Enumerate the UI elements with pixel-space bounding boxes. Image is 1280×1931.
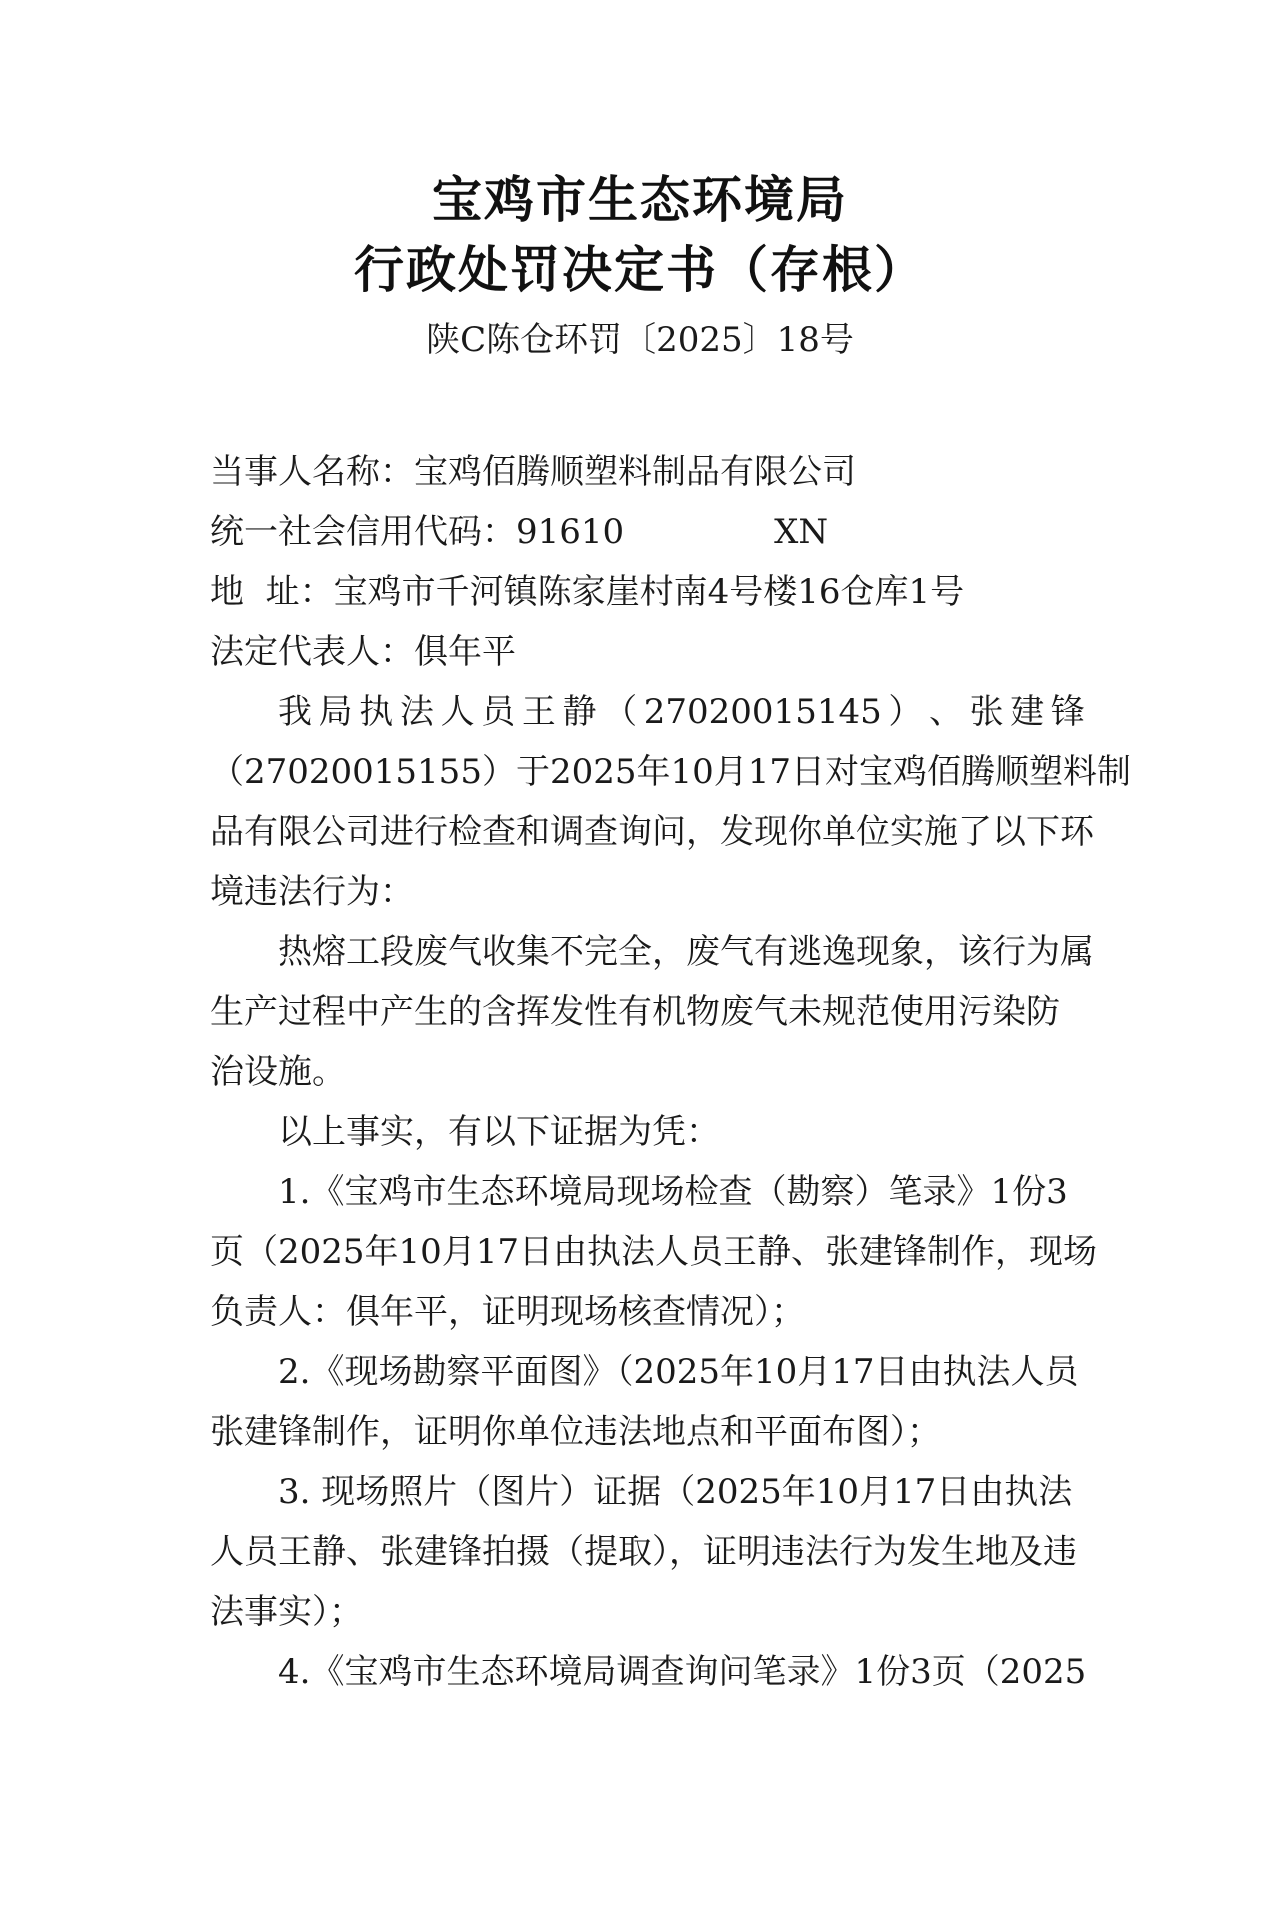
paragraph-1-line-2: （27020015155）于2025年10月17日对宝鸡佰腾顺塑料制 <box>210 752 1132 792</box>
paragraph-1-line-1 <box>278 682 1085 742</box>
legal-rep-value: 俱年平 <box>414 632 516 672</box>
paragraph-1-token: 锋 <box>1050 692 1085 732</box>
paragraph-1-token: 王 <box>521 692 556 732</box>
evidence-2-line-2: 张建锋制作，证明你单位违法地点和平面布图）； <box>210 1412 941 1452</box>
paragraph-2-line-1: 热熔工段废气收集不完全，废气有逃逸现象，该行为属 <box>278 932 1094 972</box>
paragraph-1-token: 建 <box>1010 692 1045 732</box>
credit-code-row <box>210 502 828 562</box>
paragraph-2-line-3: 治设施。 <box>210 1052 346 1092</box>
evidence-3-line-2: 人员王静、张建锋拍摄（提取），证明违法行为发生地及违 <box>210 1532 1077 1572</box>
paragraph-1-token: 张 <box>969 692 1004 732</box>
paragraph-1-token: 我 <box>278 692 312 732</box>
evidence-1-line-1: 1.《宝鸡市生态环境局现场检查（勘察）笔录》1份3 <box>278 1172 1068 1212</box>
paragraph-1-token: 、 <box>929 692 963 732</box>
party-name-row <box>210 442 856 502</box>
document-title-agency: 宝鸡市生态环境局 <box>432 171 848 229</box>
address-value: 宝鸡市千河镇陈家崖村南4号楼16仓库1号 <box>333 572 965 612</box>
credit-code-value-start: 91610 <box>516 512 625 552</box>
evidence-1-line-2: 页（2025年10月17日由执法人员王静、张建锋制作，现场 <box>210 1232 1098 1272</box>
paragraph-1-token: 27020015145 <box>643 692 882 732</box>
paragraph-1-token: 执 <box>359 692 394 732</box>
document-number: 陕C陈仓环罚〔2025〕18号 <box>426 320 854 360</box>
paragraph-1-token: 静 <box>562 692 597 732</box>
paragraph-1-line-4: 境违法行为： <box>210 872 414 912</box>
credit-code-label: 统一社会信用代码： <box>210 512 516 552</box>
legal-rep-row <box>210 622 516 682</box>
paragraph-2-line-2: 生产过程中产生的含挥发性有机物废气未规范使用污染防 <box>210 992 1060 1032</box>
paragraph-1-line-3: 品有限公司进行检查和调查询问，发现你单位实施了以下环 <box>210 812 1094 852</box>
paragraph-1-token: 局 <box>318 692 353 732</box>
paragraph-1-token: ） <box>888 692 923 732</box>
evidence-2-line-1: 2.《现场勘察平面图》（2025年10月17日由执法人员 <box>278 1352 1079 1392</box>
paragraph-1-token: 法 <box>399 692 434 732</box>
address-row <box>210 562 964 622</box>
paragraph-1-token: 人 <box>440 692 475 732</box>
credit-code-value-end: XN <box>774 512 829 552</box>
evidence-3-line-1: 3. 现场照片（图片）证据（2025年10月17日由执法 <box>278 1472 1073 1512</box>
legal-rep-label: 法定代表人： <box>210 632 414 672</box>
document-title-type: 行政处罚决定书（存根） <box>354 241 926 299</box>
party-name-label: 当事人名称： <box>210 452 414 492</box>
address-label: 地 址： <box>210 572 334 612</box>
paragraph-1-token: （ <box>603 692 638 732</box>
evidence-4-line-1: 4.《宝鸡市生态环境局调查询问笔录》1份3页（2025 <box>278 1652 1087 1692</box>
evidence-intro: 以上事实，有以下证据为凭： <box>278 1112 720 1152</box>
party-name-value: 宝鸡佰腾顺塑料制品有限公司 <box>414 452 856 492</box>
evidence-3-line-3: 法事实）； <box>210 1592 363 1632</box>
evidence-1-line-3: 负责人：俱年平，证明现场核查情况）； <box>210 1292 805 1332</box>
paragraph-1-token: 员 <box>481 692 516 732</box>
